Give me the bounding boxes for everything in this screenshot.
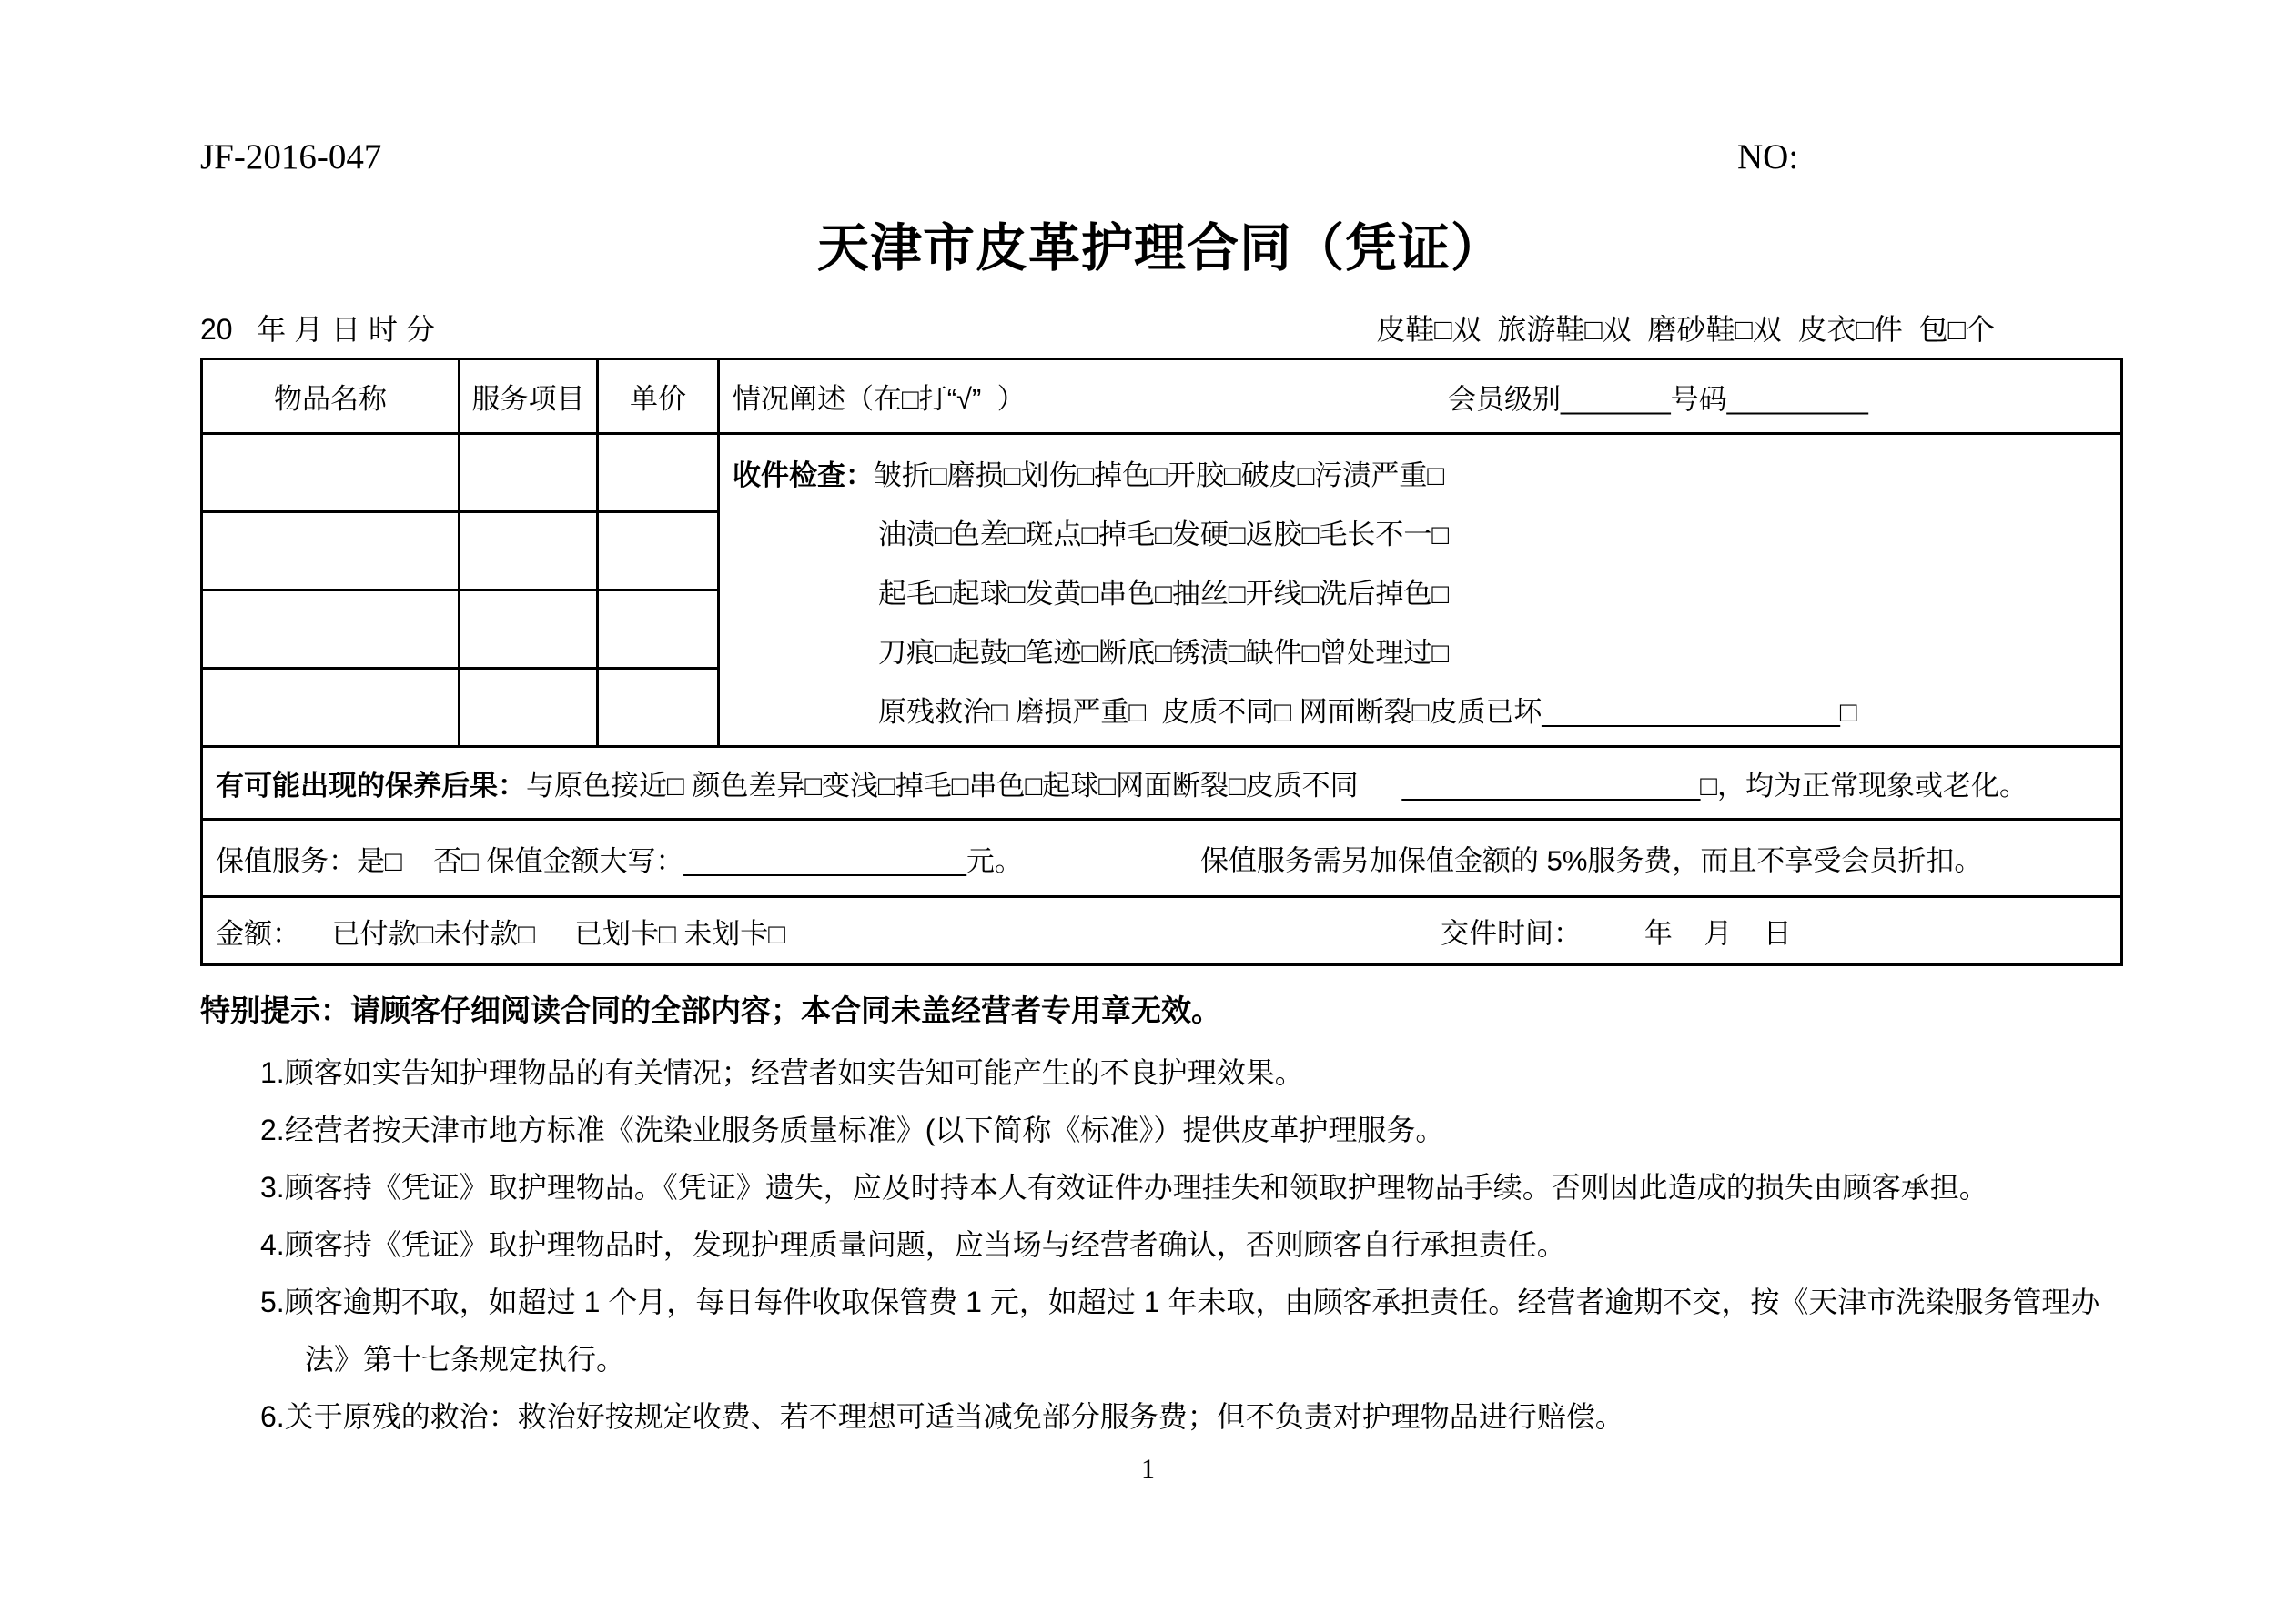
notice-item-6: 6.关于原残的救治：救治好按规定收费、若不理想可适当减免部分服务费；但不负责对护理物品进行赔偿。	[260, 1400, 1624, 1433]
item-name-cell	[202, 669, 460, 747]
value-service-cell	[202, 820, 2122, 897]
unit-price-cell	[598, 669, 719, 747]
member-level-field: 会员级别_______号码_________	[1448, 383, 1868, 415]
aftercare-label: 有可能出现的保养后果：	[216, 770, 526, 802]
aftercare-blank: ___________________□，均为正常现象或老化。	[1401, 770, 2028, 802]
aftercare-cell	[202, 747, 2122, 820]
notice-item-1: 1.顾客如实告知护理物品的有关情况；经营者如实告知可能产生的不良护理效果。	[260, 1056, 1304, 1089]
notice-item-3: 3.顾客持《凭证》取护理物品。《凭证》遗失，应及时持本人有效证件办理挂失和领取护理物品手续。否则因此造成的损失由顾客承担。	[260, 1171, 1988, 1204]
aftercare-text: 与原色接近□ 颜色差异□变浅□掉毛□串色□起球□网面断裂□皮质不同	[526, 770, 1359, 802]
table-header-row	[202, 359, 2122, 434]
notice-item-4: 4.顾客持《凭证》取护理物品时，发现护理质量问题，应当场与经营者确认，否则顾客自行承担责任。	[260, 1228, 1566, 1261]
service-item-cell	[460, 512, 598, 590]
item-name-cell	[202, 590, 460, 669]
col-header-situation: 情况阐述（在□打“√” ）	[733, 383, 1026, 415]
col-header-item-name: 物品名称	[202, 359, 460, 434]
doc-number-label: NO:	[1737, 137, 1799, 177]
unit-price-cell	[598, 512, 719, 590]
inspection-label: 收件检查：	[733, 459, 874, 491]
date-categories-row	[200, 310, 2120, 348]
special-notice-title: 特别提示：请顾客仔细阅读合同的全部内容；本合同未盖经营者专用章无效。	[200, 994, 1221, 1027]
value-service-note: 保值服务需另加保值金额的 5%服务费，而且不享受会员折扣。	[1200, 844, 1983, 877]
unit-price-cell	[598, 434, 719, 512]
delivery-time-field: 交件时间： 年 月 日	[1441, 917, 1792, 950]
amount-row	[202, 897, 2122, 965]
unit-price-cell	[598, 590, 719, 669]
date-line: 20 年 月 日 时 分	[200, 313, 435, 346]
page-number: 1	[1141, 1454, 1155, 1484]
item-categories-line: 皮鞋□双 旅游鞋□双 磨砂鞋□双 皮衣□件 包□个	[1376, 313, 1995, 346]
inspection-line-3: 起毛□起球□发黄□串色□抽丝□开线□洗后掉色□	[878, 578, 1450, 610]
doc-code: JF-2016-047	[200, 137, 382, 177]
item-row-1	[202, 434, 2122, 512]
inspection-line-4: 刀痕□起鼓□笔迹□断底□锈渍□缺件□曾处理过□	[878, 637, 1450, 669]
inspection-cell	[719, 434, 2122, 747]
item-name-cell	[202, 512, 460, 590]
notice-item-5: 5.顾客逾期不取，如超过 1 个月，每日每件收取保管费 1 元，如超过 1 年未取，由顾客承担责任。经营者逾期不交，按《天津市洗染服务管理办法》第十七条规定执行。	[260, 1286, 2100, 1376]
amount-cell	[202, 897, 2122, 965]
document-header	[200, 136, 2120, 184]
notice-item-2: 2.经营者按天津市地方标准《洗染业服务质量标准》(以下简称《标准》）提供皮革护理服务。	[260, 1114, 1445, 1146]
value-service-row	[202, 820, 2122, 897]
service-item-cell	[460, 590, 598, 669]
col-header-unit-price: 单价	[598, 359, 719, 434]
page-title: 天津市皮革护理合同（凭证）	[817, 219, 1503, 277]
contract-table	[200, 358, 2123, 966]
value-service-left: 保值服务：是□ 否□ 保值金额大写：__________________元。	[216, 844, 1023, 877]
notice-items	[200, 1044, 2120, 1446]
item-name-cell	[202, 434, 460, 512]
service-item-cell	[460, 434, 598, 512]
col-header-service-item: 服务项目	[460, 359, 598, 434]
service-item-cell	[460, 669, 598, 747]
amount-left: 金额： 已付款□未付款□ 已划卡□ 未划卡□	[216, 917, 786, 950]
inspection-line-1: 收件检查：皱折□磨损□划伤□掉色□开胶□破皮□污渍严重□	[733, 459, 1445, 491]
inspection-line-5: 原残救治□ 磨损严重□ 皮质不同□ 网面断裂□皮质已坏___________________□	[878, 696, 1857, 728]
aftercare-row	[202, 747, 2122, 820]
inspection-line-2: 油渍□色差□斑点□掉毛□发硬□返胶□毛长不一□	[878, 519, 1450, 550]
col-header-situation-cell	[719, 359, 2122, 434]
